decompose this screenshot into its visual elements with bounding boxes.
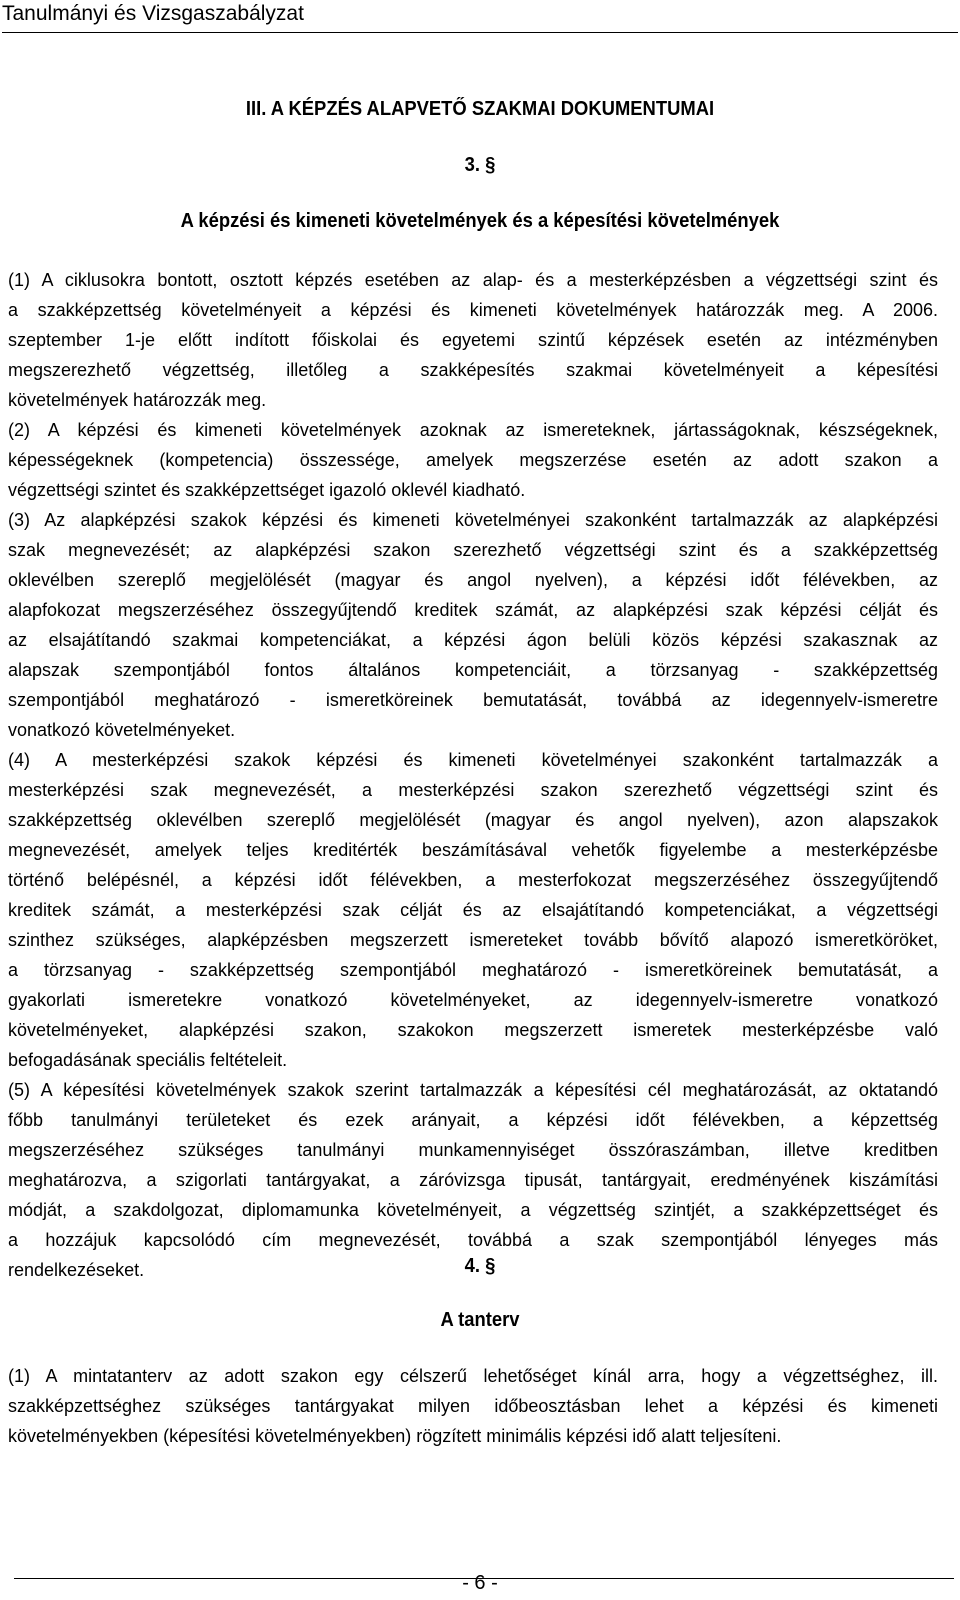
paragraph-line: (1) A ciklusokra bontott, osztott képzés esetében az alap- és a mesterképzésben a végzettségi szint és — [8, 270, 938, 290]
section-3-paragraph-4 — [8, 745, 938, 1075]
section-3-title: A képzési és kimeneti követelmények és a képesítési követelmények — [180, 210, 780, 232]
paragraph-line: oklevélben szereplő megjelölését (magyar és angol nyelven), a képzési időt félévekben, az — [8, 570, 938, 590]
paragraph-line: módját, a szakdolgozat, diplomamunka követelményeit, a végzettség szintjét, a szakképzettséget és — [8, 1200, 938, 1220]
paragraph-line: végzettségi szintet és szakképzettséget igazoló oklevél kiadható. — [8, 480, 526, 500]
chapter-title: III. A KÉPZÉS ALAPVETŐ SZAKMAI DOKUMENTUMAI — [245, 98, 715, 120]
paragraph-line: vonatkozó követelményeket. — [8, 720, 236, 740]
paragraph-line: alapfokozat megszerzéséhez összegyűjtendő kreditek számát, az alapképzési szak képzési célját és — [8, 600, 938, 620]
paragraph-line: szakképzettséghez szükséges tantárgyakat milyen időbeosztásban lehet a képzési és kimeneti — [8, 1396, 938, 1416]
section-3-paragraph-3 — [8, 505, 938, 745]
paragraph-line: (5) A képesítési követelmények szakok szerint tartalmazzák a képesítési cél meghatározását, az oktatandó — [8, 1080, 938, 1100]
paragraph-line: szeptember 1-je előtt indított főiskolai és egyetemi szintű képzések esetén az intézményben — [8, 330, 938, 350]
section-4-title: A tanterv — [440, 1309, 520, 1331]
paragraph-line: rendelkezéseket. — [8, 1260, 145, 1280]
paragraph-line: történő belépésnél, a képzési időt félévekben, a mesterfokozat megszerzéséhez összegyűjtendő — [8, 870, 938, 890]
paragraph-line: (2) A képzési és kimeneti követelmények azoknak az ismereteknek, jártasságoknak, készségeknek, — [8, 420, 938, 440]
paragraph-line: az elsajátítandó szakmai kompetenciákat, a képzési ágon belüli közös képzési szakasznak az — [8, 630, 938, 650]
paragraph-line: mesterképzési szak megnevezését, a mesterképzési szakon szerezhető végzettségi szint és — [8, 780, 938, 800]
paragraph-line: (1) A mintatanterv az adott szakon egy célszerű lehetőséget kínál arra, hogy a végzettséghez, ill. — [8, 1366, 938, 1386]
section-4-paragraph-1 — [8, 1361, 938, 1451]
paragraph-line: szakképzettség oklevélben szereplő megjelölését (magyar és angol nyelven), azon alapszakok — [8, 810, 938, 830]
paragraph-line: meghatározva, a szigorlati tantárgyakat, a záróvizsga tipusát, tantárgyait, eredményének kiszámítási — [8, 1170, 938, 1190]
paragraph-line: gyakorlati ismeretekre vonatkozó követelményeket, az idegennyelv-ismeretre vonatkozó — [8, 990, 938, 1010]
paragraph-line: követelményekben (képesítési követelményekben) rögzített minimális képzési idő alatt teljesíteni. — [8, 1426, 782, 1446]
section-3-number: 3. § — [464, 154, 496, 176]
paragraph-line: megszerezhető végzettség, illetőleg a szakképesítés szakmai követelményeit a képesítési — [8, 360, 938, 380]
section-3-paragraph-1 — [8, 265, 938, 415]
paragraph-line: kreditek számát, a mesterképzési szak célját és az elsajátítandó kompetenciákat, a végzettségi — [8, 900, 938, 920]
paragraph-line: képességeknek (kompetencia) összessége, amelyek megszerzése esetén az adott szakon a — [8, 450, 938, 470]
paragraph-line: főbb tanulmányi területeket és ezek arányait, a képzési időt félévekben, a képzettség — [8, 1110, 938, 1130]
paragraph-line: befogadásának speciális feltételeit. — [8, 1050, 288, 1070]
running-header-text: Tanulmányi és Vizsgaszabályzat — [2, 2, 304, 25]
paragraph-line: a törzsanyag - szakképzettség szempontjából meghatározó - ismeretköreinek bemutatását, a — [8, 960, 938, 980]
paragraph-line: alapszak szempontjából fontos általános kompetenciáit, a törzsanyag - szakképzettség — [8, 660, 938, 680]
section-3-paragraph-2 — [8, 415, 938, 505]
paragraph-line: szinthez szükséges, alapképzésben megszerzett ismereteket tovább bővítő alapozó ismeretköröket, — [8, 930, 938, 950]
page-number: - 6 - — [462, 1572, 498, 1594]
section-3-paragraph-5 — [8, 1075, 938, 1285]
section-4-number: 4. § — [464, 1255, 496, 1277]
paragraph-line: (3) Az alapképzési szakok képzési és kimeneti követelményei szakonként tartalmazzák az alapképzési — [8, 510, 938, 530]
running-header — [2, 0, 958, 33]
paragraph-line: követelményeket, alapképzési szakon, szakokon megszerzett ismeretek mesterképzésbe való — [8, 1020, 938, 1040]
paragraph-line: megszerzéséhez szükséges tanulmányi munkamennyiséget összóraszámban, illetve kreditben — [8, 1140, 938, 1160]
paragraph-line: követelmények határozzák meg. — [8, 390, 267, 410]
paragraph-line: szempontjából meghatározó - ismeretköreinek bemutatását, továbbá az idegennyelv-ismeretre — [8, 690, 938, 710]
paragraph-line: a hozzájuk kapcsolódó cím megnevezését, továbbá a szak szempontjából lényeges más — [8, 1230, 938, 1250]
paragraph-line: (4) A mesterképzési szakok képzési és kimeneti követelményei szakonként tartalmazzák a — [8, 750, 938, 770]
paragraph-line: megnevezését, amelyek teljes kreditérték beszámításával vehetők figyelembe a mesterképzésbe — [8, 840, 938, 860]
paragraph-line: szak megnevezését; az alapképzési szakon szerezhető végzettségi szint és a szakképzettség — [8, 540, 938, 560]
paragraph-line: a szakképzettség követelményeit a képzési és kimeneti követelmények határozzák meg. A 2006. — [8, 300, 938, 320]
